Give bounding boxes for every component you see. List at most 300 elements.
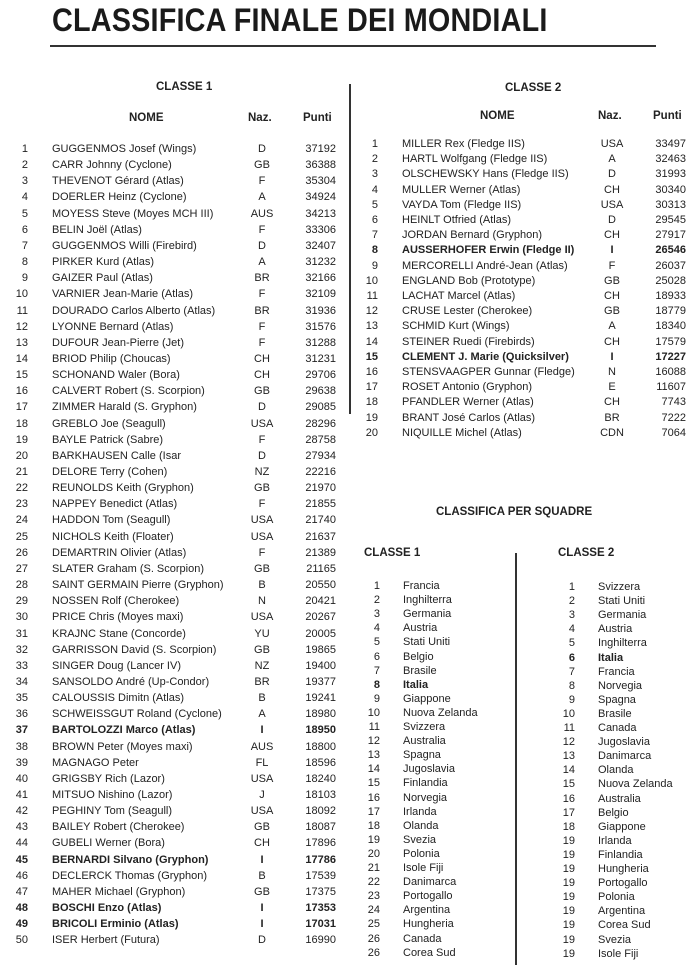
- row-position: 27: [15, 562, 28, 575]
- row-points: 22216: [305, 466, 336, 478]
- row-name: VAYDA Tom (Fledge IIS): [402, 198, 522, 211]
- row-position: 4: [21, 191, 28, 204]
- row-nation: B: [258, 869, 266, 882]
- row-position: 7: [21, 239, 28, 252]
- row-name: BRICOLI Erminio (Atlas): [52, 918, 179, 931]
- row-position: 13: [365, 320, 378, 333]
- row-points: 34924: [305, 191, 336, 204]
- row-position: 13: [15, 336, 28, 349]
- row-name: SCHMID Kurt (Wings): [402, 320, 510, 333]
- row-name: BAILEY Robert (Cherokee): [52, 821, 185, 834]
- row-points: 31576: [305, 320, 336, 333]
- row-team: Italia: [403, 678, 429, 691]
- row-nation: F: [258, 546, 266, 559]
- row-name: ENGLAND Bob (Prototype): [402, 274, 536, 287]
- row-position: 19: [562, 947, 575, 960]
- row-nation: FL: [255, 756, 269, 769]
- row-points: 7222: [661, 411, 686, 424]
- row-points: 25028: [655, 274, 686, 287]
- row-points: 18087: [305, 821, 336, 834]
- row-position: 44: [15, 837, 28, 850]
- row-position: 19: [562, 877, 575, 890]
- row-team: Norvegia: [403, 791, 448, 804]
- classe2-row: [0, 381, 700, 398]
- classe1-row: [0, 563, 700, 577]
- row-points: 18933: [655, 290, 686, 302]
- row-nation: BR: [604, 411, 620, 424]
- row-nation: GB: [254, 482, 270, 495]
- row-position: 3: [568, 609, 575, 622]
- row-name: NAPPEY Benedict (Atlas): [52, 498, 178, 511]
- row-nation: CH: [254, 837, 270, 850]
- row-position: 9: [568, 693, 575, 706]
- row-points: 18092: [305, 805, 336, 818]
- row-team: Stati Uniti: [598, 595, 646, 608]
- classe2-row: [0, 320, 700, 334]
- row-position: 7: [568, 665, 575, 678]
- row-points: 20550: [305, 579, 336, 592]
- row-position: 25: [367, 918, 380, 931]
- row-points: 26546: [655, 244, 686, 257]
- row-position: 8: [568, 679, 575, 692]
- row-points: 18950: [305, 724, 336, 737]
- row-team: Brasile: [403, 664, 437, 677]
- row-position: 34: [15, 675, 28, 688]
- row-points: 16088: [655, 366, 686, 378]
- squadre-classe2-row: [0, 919, 700, 933]
- row-team: Argentina: [403, 904, 451, 917]
- row-points: 29706: [305, 369, 336, 382]
- row-position: 15: [365, 350, 378, 363]
- row-nation: A: [608, 153, 616, 166]
- row-points: 29085: [305, 401, 336, 414]
- row-points: 19377: [305, 675, 336, 688]
- row-points: 36388: [305, 159, 336, 172]
- row-name: CLEMENT J. Marie (Quicksilver): [402, 350, 569, 363]
- row-nation: D: [258, 934, 266, 947]
- row-position: 17: [365, 381, 378, 394]
- row-team: Hungheria: [598, 863, 649, 875]
- row-position: 3: [371, 168, 378, 181]
- classe2-row: [0, 153, 700, 167]
- squadre-classe2-row: [0, 891, 700, 905]
- row-name: GUBELI Werner (Bora): [52, 837, 165, 850]
- row-name: OLSCHEWSKY Hans (Fledge IIS): [402, 168, 569, 181]
- row-nation: CH: [254, 369, 270, 382]
- row-points: 18800: [305, 740, 336, 753]
- row-name: PIRKER Kurd (Atlas): [52, 256, 155, 269]
- row-name: MAGNAGO Peter: [52, 756, 139, 769]
- row-nation: E: [608, 381, 616, 394]
- row-position: 5: [373, 636, 380, 649]
- row-name: VARNIER Jean-Marie (Atlas): [52, 288, 193, 301]
- row-nation: D: [608, 214, 616, 226]
- row-nation: GB: [254, 885, 270, 898]
- classe2-row: [0, 427, 700, 441]
- classe1-row: [0, 450, 700, 464]
- row-position: 5: [568, 637, 575, 650]
- squadre-classe2-row: [0, 637, 700, 651]
- squadre-classe2-row: [0, 680, 700, 694]
- row-nation: CH: [604, 290, 620, 302]
- row-team: Olanda: [598, 764, 634, 777]
- row-points: 29638: [305, 385, 336, 398]
- row-position: 15: [367, 777, 380, 790]
- row-position: 37: [15, 724, 28, 737]
- row-position: 39: [15, 756, 28, 769]
- row-points: 18596: [305, 756, 336, 769]
- row-points: 18240: [305, 772, 336, 785]
- row-position: 43: [15, 821, 28, 834]
- row-name: GUGGENMOS Josef (Wings): [52, 143, 197, 155]
- row-nation: A: [258, 708, 266, 721]
- row-nation: B: [258, 579, 266, 592]
- classe2-heading: CLASSE 2: [505, 82, 562, 94]
- row-nation: F: [258, 288, 266, 301]
- row-nation: GB: [604, 305, 620, 318]
- row-position: 10: [15, 288, 28, 301]
- row-nation: F: [258, 336, 266, 349]
- row-points: 19241: [305, 692, 336, 705]
- row-position: 20: [367, 847, 380, 860]
- row-points: 7743: [661, 396, 686, 409]
- row-position: 31: [15, 627, 28, 640]
- row-nation: USA: [250, 805, 274, 818]
- row-team: Inghilterra: [403, 594, 452, 607]
- row-points: 19400: [305, 659, 336, 672]
- row-name: HADDON Tom (Seagull): [52, 514, 171, 527]
- row-position: 1: [371, 138, 378, 150]
- row-position: 8: [21, 256, 28, 269]
- row-team: Jugoslavia: [598, 736, 650, 749]
- row-position: 14: [15, 352, 28, 365]
- row-name: DUFOUR Jean-Pierre (Jet): [52, 336, 185, 349]
- squadre-classe2-row: [0, 821, 700, 835]
- squadre-classe2-row: [0, 934, 700, 948]
- row-name: DOERLER Heinz (Cyclone): [52, 191, 187, 204]
- row-position: 11: [16, 304, 28, 317]
- row-team: Finlandia: [403, 777, 448, 790]
- squadre-classe2-row: [0, 722, 700, 736]
- row-name: NOSSEN Rolf (Cherokee): [52, 595, 180, 608]
- row-points: 31993: [655, 168, 686, 181]
- row-points: 26037: [655, 259, 686, 272]
- row-position: 8: [371, 244, 378, 257]
- row-position: 17: [367, 805, 380, 818]
- row-nation: USA: [250, 530, 274, 543]
- row-nation: A: [258, 191, 266, 204]
- row-team: Francia: [598, 665, 635, 678]
- squadre-heading: CLASSIFICA PER SQUADRE: [436, 506, 593, 518]
- row-points: 20421: [305, 595, 336, 608]
- row-nation: CH: [604, 229, 620, 242]
- row-team: Irlanda: [403, 805, 437, 818]
- row-points: 18340: [655, 320, 686, 333]
- row-position: 24: [367, 904, 380, 917]
- row-position: 19: [562, 891, 575, 904]
- squadre-classe2-row: [0, 764, 700, 778]
- row-name: DELORE Terry (Cohen): [52, 466, 168, 478]
- row-nation: I: [260, 724, 264, 737]
- classe2-col-naz: Naz.: [598, 110, 622, 122]
- row-nation: F: [608, 259, 616, 272]
- row-name: BELIN Joël (Atlas): [52, 223, 142, 236]
- row-name: CALOUSSIS Dimitn (Atlas): [52, 692, 185, 705]
- row-team: Svizzera: [598, 581, 641, 593]
- row-points: 32109: [305, 288, 336, 301]
- row-name: STEINER Ruedi (Firebirds): [402, 335, 535, 348]
- row-nation: BR: [254, 272, 270, 285]
- classe2-row: [0, 290, 700, 304]
- row-position: 18: [365, 396, 378, 409]
- row-position: 12: [15, 320, 28, 333]
- classe2-col-name: NOME: [480, 110, 515, 122]
- row-points: 21389: [305, 546, 336, 559]
- row-name: MAHER Michael (Gryphon): [52, 885, 186, 898]
- classe1-col-name: NOME: [129, 112, 164, 124]
- row-position: 1: [373, 580, 380, 592]
- row-position: 26: [367, 946, 380, 959]
- classe2-row: [0, 366, 700, 380]
- row-position: 9: [21, 272, 28, 285]
- row-nation: F: [258, 320, 266, 333]
- row-team: Svizzera: [403, 721, 446, 733]
- squadre-classe2-row: [0, 652, 700, 666]
- row-nation: CH: [254, 352, 270, 365]
- row-team: Jugoslavia: [403, 763, 455, 776]
- row-team: Polonia: [598, 891, 635, 904]
- row-team: Corea Sud: [598, 919, 651, 932]
- row-position: 15: [15, 369, 28, 382]
- row-name: STENSVAAGPER Gunnar (Fledge): [402, 366, 575, 378]
- row-team: Portogallo: [598, 877, 648, 890]
- row-position: 18: [562, 820, 575, 833]
- row-points: 17539: [305, 869, 336, 882]
- row-position: 19: [367, 833, 380, 846]
- row-name: SCHWEISSGUT Roland (Cyclone): [52, 708, 222, 721]
- squadre-classe2-row: [0, 666, 700, 680]
- row-team: Argentina: [598, 905, 646, 918]
- row-nation: N: [258, 595, 266, 608]
- row-position: 21: [15, 466, 28, 478]
- classe2-row: [0, 336, 700, 350]
- row-points: 21740: [305, 514, 336, 527]
- row-points: 30313: [655, 198, 686, 211]
- row-points: 17353: [305, 902, 336, 915]
- row-position: 5: [21, 207, 28, 220]
- row-name: LACHAT Marcel (Atlas): [402, 290, 516, 302]
- row-nation: USA: [250, 514, 274, 527]
- row-name: CALVERT Robert (S. Scorpion): [52, 385, 205, 398]
- row-position: 47: [15, 885, 28, 898]
- row-nation: I: [260, 902, 264, 915]
- row-nation: N: [608, 366, 616, 378]
- row-position: 38: [15, 740, 28, 753]
- row-team: Corea Sud: [403, 946, 456, 959]
- row-position: 15: [562, 778, 575, 791]
- row-position: 42: [15, 805, 28, 818]
- squadre-classe2-row: [0, 694, 700, 708]
- classe2-row: [0, 412, 700, 426]
- classe1-row: [0, 466, 700, 480]
- row-name: NIQUILLE Michel (Atlas): [402, 426, 522, 439]
- row-position: 11: [366, 290, 378, 302]
- row-team: Australia: [403, 735, 446, 748]
- row-position: 19: [562, 905, 575, 918]
- row-position: 13: [367, 749, 380, 762]
- classe2-row: [0, 275, 700, 289]
- row-position: 36: [15, 708, 28, 721]
- classe1-row: [0, 482, 700, 496]
- row-team: Germania: [403, 608, 452, 621]
- row-name: HARTL Wolfgang (Fledge IIS): [402, 153, 548, 166]
- row-name: GAIZER Paul (Atlas): [52, 272, 153, 285]
- row-nation: A: [608, 320, 616, 333]
- row-position: 50: [15, 934, 28, 947]
- row-position: 10: [365, 274, 378, 287]
- row-nation: I: [610, 350, 614, 363]
- row-points: 18779: [655, 305, 686, 318]
- row-nation: GB: [254, 562, 270, 575]
- row-position: 19: [562, 848, 575, 861]
- row-nation: GB: [254, 385, 270, 398]
- row-name: CARR Johnny (Cyclone): [52, 159, 172, 172]
- row-points: 32166: [305, 272, 336, 285]
- row-position: 23: [15, 498, 28, 511]
- row-nation: F: [258, 498, 266, 511]
- row-points: 21637: [305, 530, 336, 543]
- row-team: Canada: [403, 932, 442, 945]
- row-team: Australia: [598, 792, 641, 805]
- row-name: DECLERCK Thomas (Gryphon): [52, 869, 208, 882]
- classe2-row: [0, 351, 700, 365]
- row-points: 21165: [306, 562, 336, 575]
- row-position: 48: [15, 902, 28, 915]
- squadre-classe1-heading: CLASSE 1: [364, 547, 421, 559]
- row-name: BAYLE Patrick (Sabre): [52, 433, 164, 446]
- row-team: Norvegia: [598, 679, 643, 692]
- classe1-col-naz: Naz.: [248, 112, 272, 124]
- classe2-row: [0, 168, 700, 182]
- row-position: 4: [568, 623, 575, 636]
- row-position: 1: [21, 143, 28, 155]
- row-nation: NZ: [254, 659, 270, 672]
- row-points: 28758: [305, 433, 336, 446]
- squadre-classe2-row: [0, 807, 700, 821]
- row-position: 1: [568, 581, 575, 593]
- row-position: 26: [15, 546, 28, 559]
- row-position: 6: [568, 651, 575, 664]
- squadre-classe2-heading: CLASSE 2: [558, 547, 615, 559]
- row-position: 45: [15, 853, 28, 866]
- squadre-classe2-row: [0, 877, 700, 891]
- row-team: Brasile: [598, 707, 632, 720]
- row-name: BERNARDI Silvano (Gryphon): [52, 853, 209, 866]
- row-points: 33306: [305, 223, 336, 236]
- row-position: 5: [371, 198, 378, 211]
- row-team: Spagna: [403, 749, 441, 762]
- row-points: 31288: [305, 336, 336, 349]
- row-position: 22: [367, 876, 380, 889]
- row-nation: J: [259, 789, 265, 801]
- row-nation: D: [258, 239, 266, 252]
- classe2-row: [0, 305, 700, 319]
- squadre-classe2-row: [0, 835, 700, 849]
- row-position: 16: [367, 791, 380, 804]
- row-position: 14: [365, 335, 378, 348]
- row-points: 35304: [305, 175, 336, 188]
- row-position: 12: [365, 305, 378, 318]
- row-points: 28296: [305, 417, 336, 430]
- row-position: 16: [562, 792, 575, 805]
- row-name: BROWN Peter (Moyes maxi): [52, 740, 193, 753]
- row-points: 17786: [305, 853, 336, 866]
- row-team: Danimarca: [598, 750, 652, 763]
- row-position: 6: [21, 223, 28, 236]
- row-position: 11: [563, 722, 575, 734]
- squadre-classe2-row: [0, 948, 700, 962]
- row-nation: USA: [600, 138, 624, 150]
- row-position: 30: [15, 611, 28, 624]
- row-team: Canada: [598, 722, 637, 734]
- squadre-classe2-row: [0, 849, 700, 863]
- row-name: ROSET Antonio (Gryphon): [402, 381, 533, 394]
- classe1-row: [0, 547, 700, 561]
- row-points: 31231: [305, 352, 336, 365]
- row-team: Inghilterra: [598, 637, 647, 650]
- row-nation: CDN: [600, 426, 624, 439]
- row-nation: F: [258, 433, 266, 446]
- row-position: 4: [373, 622, 380, 635]
- row-points: 17031: [305, 918, 336, 931]
- row-name: BOSCHI Enzo (Atlas): [52, 902, 162, 915]
- row-points: 27934: [305, 449, 336, 462]
- row-name: NICHOLS Keith (Floater): [52, 530, 174, 543]
- squadre-classe2-row: [0, 905, 700, 919]
- row-position: 40: [15, 772, 28, 785]
- row-position: 20: [15, 449, 28, 462]
- row-position: 4: [371, 183, 378, 196]
- page-title: CLASSIFICA FINALE DEI MONDIALI: [52, 2, 548, 38]
- row-name: ZIMMER Harald (S. Gryphon): [52, 401, 197, 414]
- row-nation: YU: [254, 627, 270, 640]
- row-position: 7: [371, 229, 378, 242]
- classe2-row: [0, 184, 700, 198]
- row-points: 32463: [655, 153, 686, 166]
- row-points: 20005: [305, 627, 336, 640]
- row-position: 6: [373, 650, 380, 663]
- classe1-row: [0, 498, 700, 512]
- row-position: 9: [371, 259, 378, 272]
- row-points: 32407: [305, 239, 336, 252]
- row-nation: D: [258, 449, 266, 462]
- row-position: 12: [367, 735, 380, 748]
- row-position: 19: [365, 411, 378, 424]
- classe1-row: [0, 514, 700, 528]
- row-name: ISER Herbert (Futura): [52, 934, 160, 947]
- row-nation: I: [610, 244, 614, 257]
- row-points: 18103: [305, 789, 336, 801]
- classe1-row: [0, 531, 700, 545]
- row-position: 17: [562, 806, 575, 819]
- row-points: 30340: [655, 183, 686, 196]
- row-nation: D: [608, 168, 616, 181]
- row-name: SAINT GERMAIN Pierre (Gryphon): [52, 579, 224, 592]
- row-nation: USA: [600, 198, 624, 211]
- row-nation: USA: [250, 611, 274, 624]
- row-name: AUSSERHOFER Erwin (Fledge II): [402, 244, 575, 257]
- classe1-heading: CLASSE 1: [156, 81, 213, 93]
